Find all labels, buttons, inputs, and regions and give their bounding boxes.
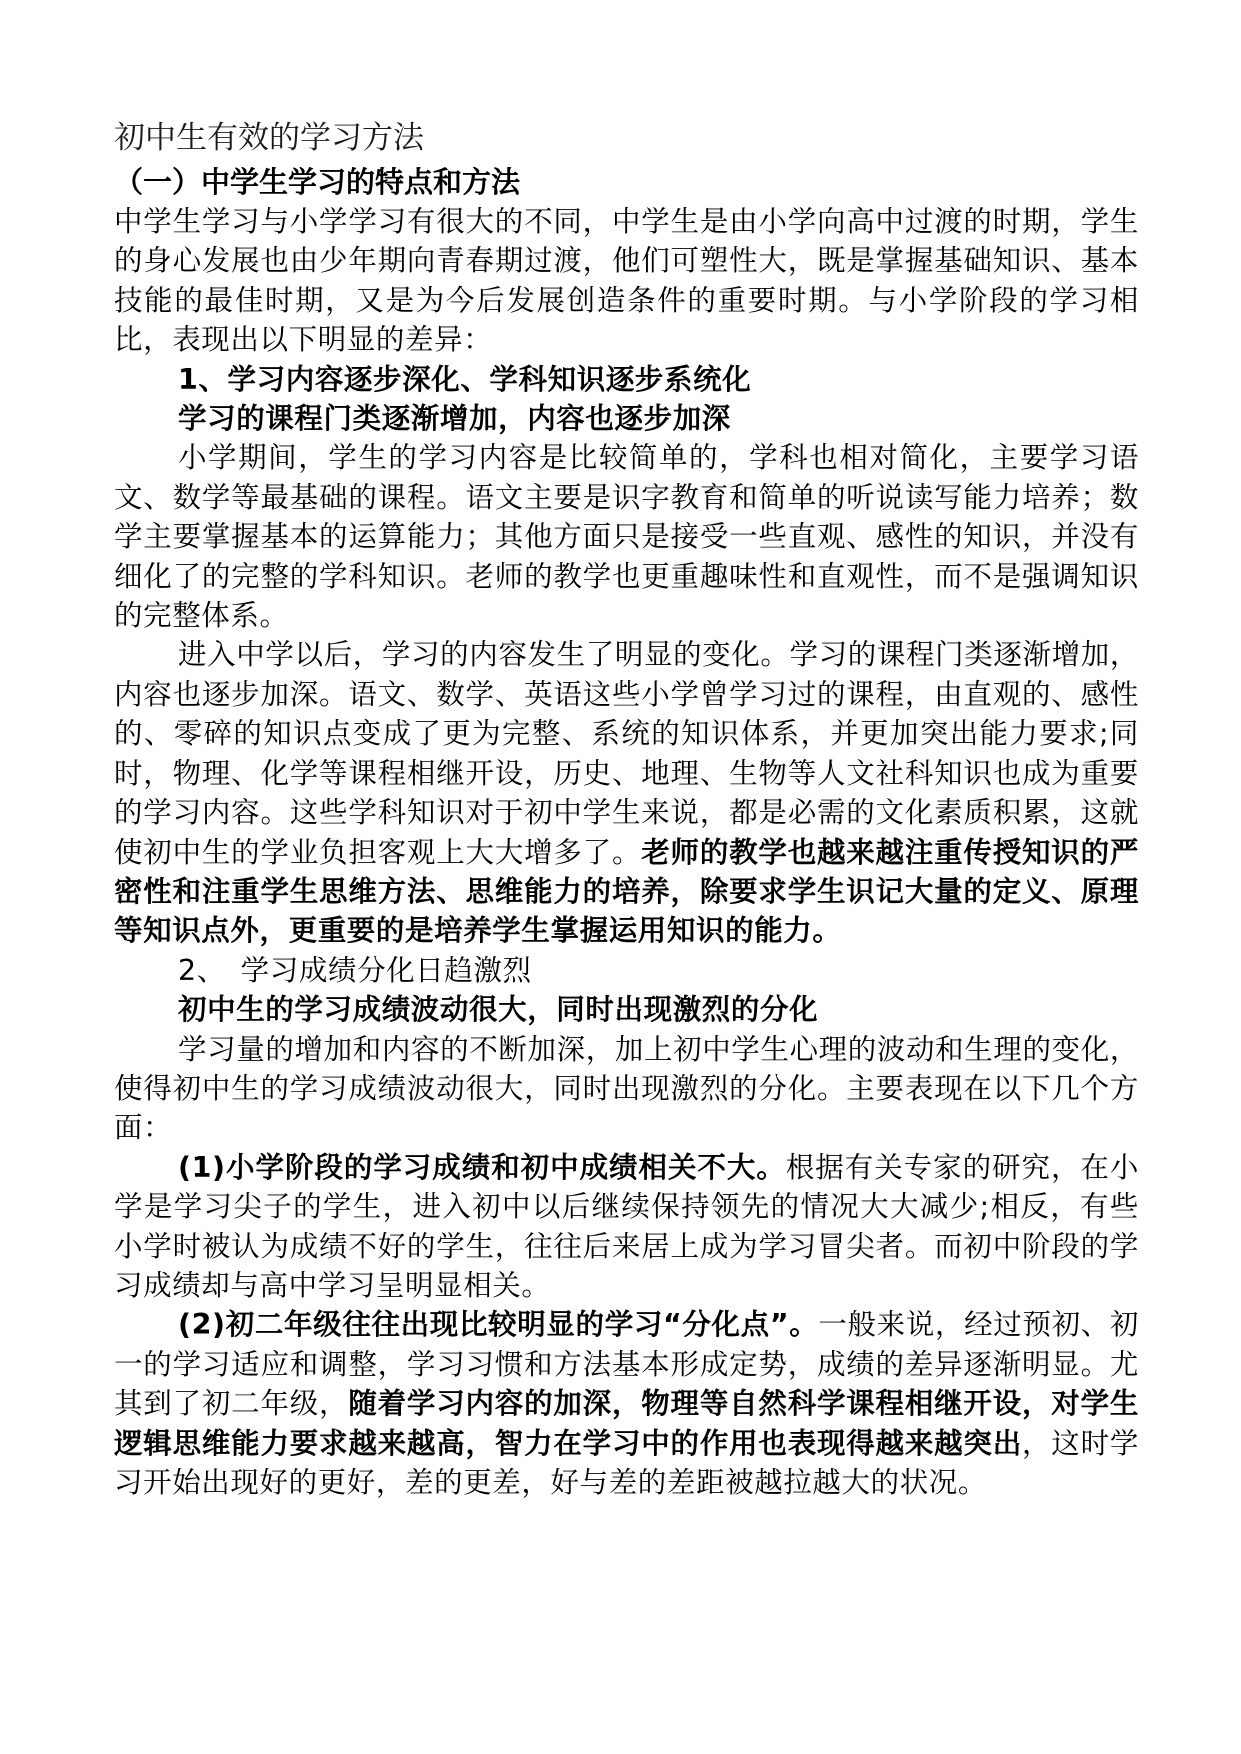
item1-text: 根据有关专家的研究，在小学是学习尖子的学生，进入初中以后继续保持领先的情况大大减少;相反，有些小学时被认为成绩不好的学生，往往后来居上成为学习冒尖者。而初中阶段的学习成绩却与高中学习呈明显相关。 (114, 1150, 1139, 1302)
point1-paragraph-2-text: 进入中学以后，学习的内容发生了明显的变化。学习的课程门类逐渐增加，内容也逐步加深。语文、数学、英语这些小学曾学习过的课程，由直观的、感性的、零碎的知识点变成了更为完整、系统的知识体系，并更加突出能力要求;同时，物理、化学等课程相继开设，历史、地理、生物等人文社科知识也成为重要的学习内容。这些学科知识对于初中学生来说，都是必需的文化素质积累，这就使初中生的学业负担客观上大大增多了。 (114, 638, 1139, 869)
intro-paragraph: 中学生学习与小学学习有很大的不同，中学生是由小学向高中过渡的时期，学生的身心发展也由少年期向青春期过渡，他们可塑性大，既是掌握基础知识、基本技能的最佳时期，又是为今后发展创造条件的重要时期。与小学阶段的学习相比，表现出以下明显的差异： (114, 205, 1139, 357)
point1-paragraph-1: 小学期间，学生的学习内容是比较简单的，学科也相对简化，主要学习语文、数学等最基础的课程。语文主要是识字教育和简单的听说读写能力培养；数学主要掌握基本的运算能力；其他方面只是接受一些直观、感性的知识，并没有细化了的完整的学科知识。老师的教学也更重趣味性和直观性，而不是强调知识的完整体系。 (114, 441, 1139, 633)
item2-emphasis: (2)初二年级往往出现比较明显的学习“分化点”。 (178, 1308, 819, 1342)
point1-paragraph-2-emphasis: 老师的教学也越来越注重传授知识的严密性和注重学生思维方法、思维能力的培养，除要求学生识记大量的定义、原理等知识点外，更重要的是培养学生掌握运用知识的能力。 (114, 835, 1139, 948)
item2-emphasis-2: 随着学习内容的加深，物理等自然科学课程相继开设，对学生逻辑思维能力要求越来越高，智力在学习中的作用也表现得越来越突出 (114, 1387, 1139, 1460)
point1-subheading: 学习的课程门类逐渐增加，内容也逐步加深 (178, 402, 731, 436)
point2-item-2 (114, 1305, 1139, 1502)
item1-emphasis: (1)小学阶段的学习成绩和初中成绩相关不大。 (178, 1150, 786, 1184)
section-heading: （一）中学生学习的特点和方法 (114, 165, 521, 199)
document-page (114, 118, 1139, 1502)
point2-subheading: 初中生的学习成绩波动很大，同时出现激烈的分化 (178, 993, 819, 1027)
item2-text-1: 一般来说，经过预初、初一的学习适应和调整，学习习惯和方法基本形成定势，成绩的差异逐渐明显。尤其到了初二年级， (114, 1308, 1139, 1421)
document-title: 初中生有效的学习方法 (114, 120, 424, 156)
point1-heading: 1、学习内容逐步深化、学科知识逐步系统化 (178, 362, 752, 396)
point1-paragraph-2 (114, 635, 1139, 950)
item2-text-2: ，这时学习开始出现好的更好，差的更差，好与差的差距被越拉越大的状况。 (114, 1426, 1139, 1499)
point2-heading: 2、 学习成绩分化日趋激烈 (178, 953, 532, 987)
point2-paragraph-1: 学习量的增加和内容的不断加深，加上初中学生心理的波动和生理的变化，使得初中生的学习成绩波动很大，同时出现激烈的分化。主要表现在以下几个方面： (114, 1032, 1139, 1145)
point2-item-1 (114, 1148, 1139, 1306)
